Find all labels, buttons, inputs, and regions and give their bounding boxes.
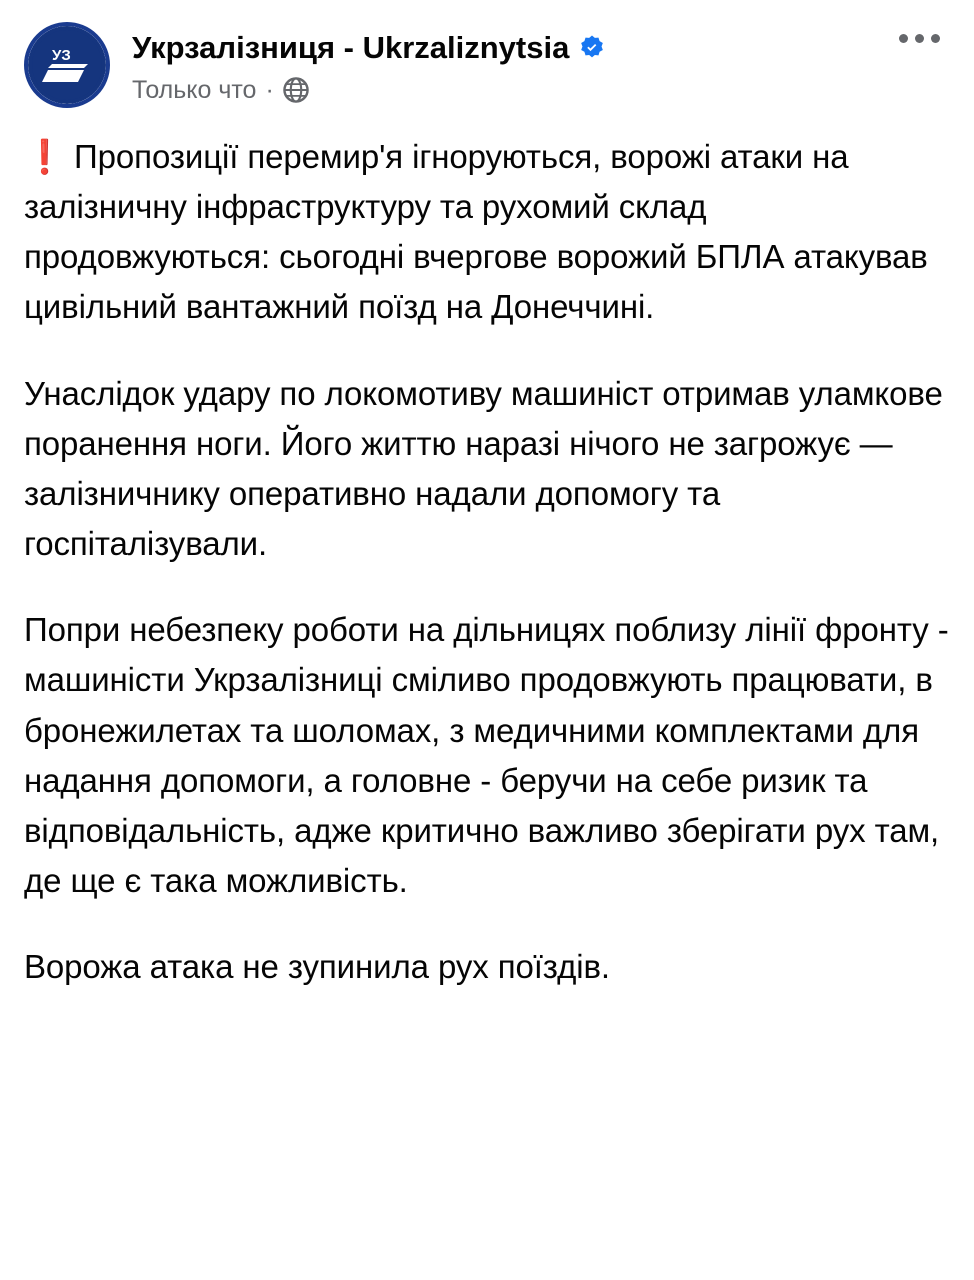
verified-badge-icon <box>579 35 605 61</box>
post-paragraph: Попри небезпеку роботи на дільницях поблизу лінії фронту - машиністи Укрзалізниці сміливо продовжують працювати, в бронежилетах та шоломах, з медичними комплектами для надання допомоги, а головне - беручи на себе ризик та відповідальність, адже критично важливо зберігати рух там, де ще є така можливість. <box>24 611 958 900</box>
post-body <box>0 108 974 992</box>
page-name-row <box>132 30 950 66</box>
svg-text:УЗ: УЗ <box>52 47 71 64</box>
meta-separator: · <box>265 75 274 104</box>
post-timestamp[interactable]: Только что <box>132 75 257 104</box>
post-meta-row <box>132 75 950 105</box>
ukrzaliznytsia-logo <box>28 26 106 104</box>
avatar[interactable] <box>24 22 110 108</box>
post-paragraph: ❗ Пропозиції перемир'я ігноруються, ворожі атаки на залізничну інфраструктуру та рухомий склад продовжуються: сьогодні вчергове ворожий БПЛА атакував цивільний вантажний поїзд на Донеччині. <box>24 138 937 326</box>
post-header <box>0 0 974 108</box>
post-paragraph: Ворожа атака не зупинила рух поїздів. <box>24 948 610 986</box>
dot <box>899 34 908 43</box>
dot <box>915 34 924 43</box>
more-options-icon[interactable] <box>891 26 948 51</box>
globe-icon[interactable] <box>283 77 309 103</box>
post-paragraph: Унаслідок удару по локомотиву машиніст отримав уламкове поранення ноги. Його життю наразі нічого не загрожує — залізничнику оперативно надали допомогу та госпіталізували. <box>24 374 952 563</box>
dot <box>931 34 940 43</box>
page-name[interactable]: Укрзалізниця - Ukrzaliznytsia <box>132 30 570 65</box>
post-header-text <box>132 22 950 105</box>
